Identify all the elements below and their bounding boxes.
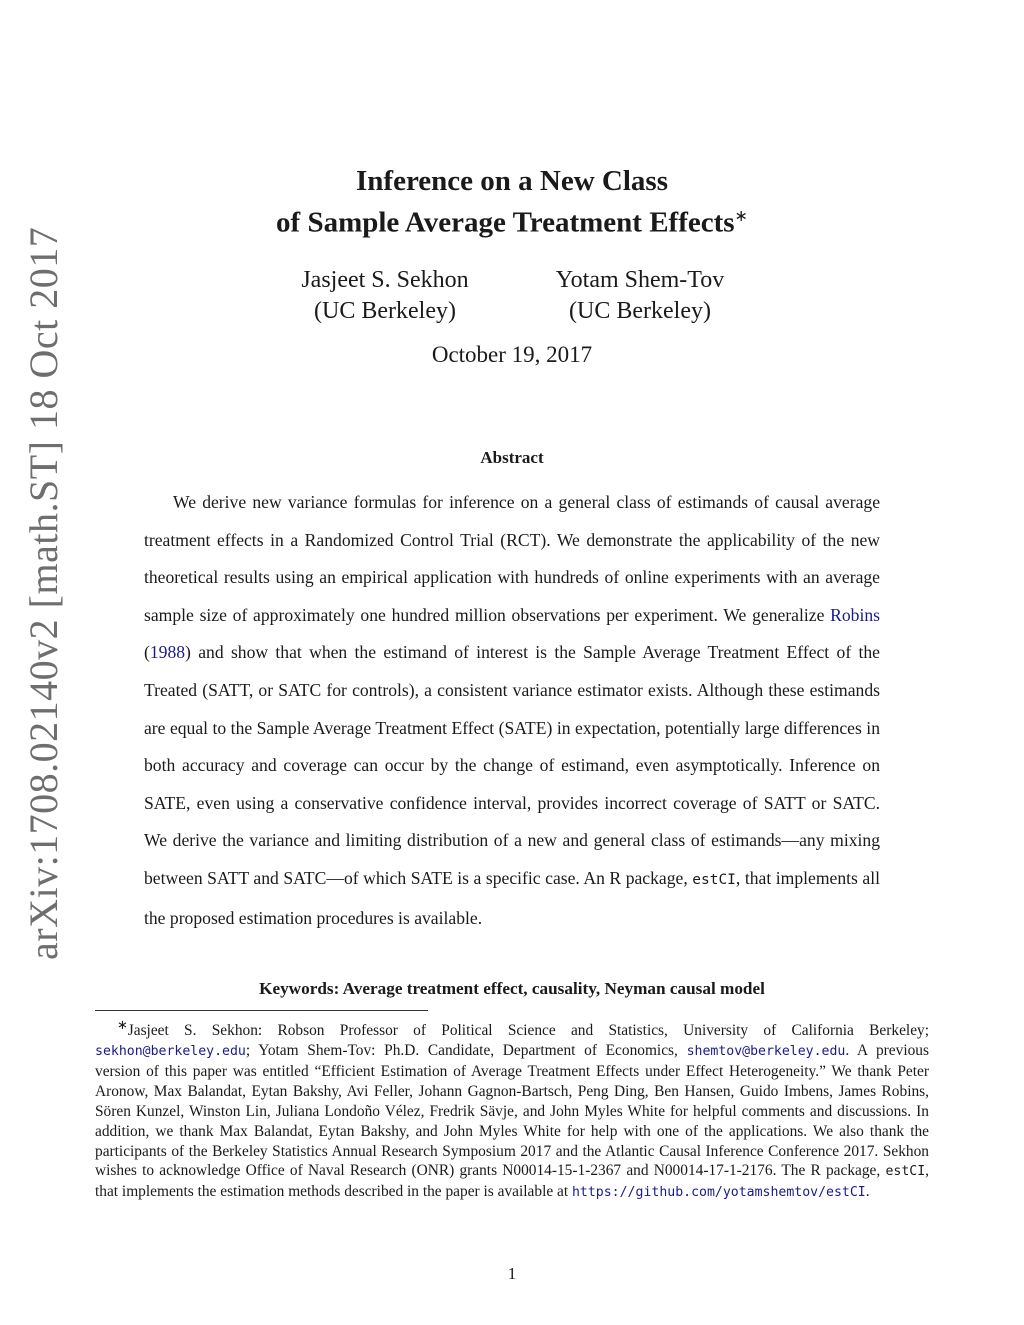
- author-2-affiliation: (UC Berkeley): [569, 298, 711, 324]
- page-number: 1: [507, 1264, 517, 1283]
- abstract-part-2: ) and show that when the estimand of interest is the Sample Average Treatment Effect of the Treated (SATT, or SATC for controls), a consistent variance estimator exists. Although these estimands are equal to the Sample Average Treatment Effect (SATE) in expectation, potentially large differences in both accuracy and coverage can occur by the change of estimand, even asymptotically. Inference on SATE, even using a conservative confidence interval, provides incorrect coverage of SATT or SATC. We derive the variance and limiting distribution of a new and general class of estimands—any mixing between SATT and SATC—of which SATE is a specific case. An R package,: [144, 642, 880, 888]
- keywords: Keywords: Average treatment effect, causality, Neyman causal model: [259, 979, 765, 998]
- footnote-text-4: , that implements the estimation methods described in the paper is available at: [95, 1162, 929, 1201]
- abstract-body: [144, 484, 880, 937]
- author-1: [260, 265, 510, 327]
- citation-author-link[interactable]: Robins: [830, 604, 880, 625]
- email-link-sekhon[interactable]: sekhon@berkeley.edu: [95, 1044, 246, 1060]
- footnote-package-name: estCI: [885, 1164, 926, 1180]
- footnote-text-3: . A previous version of this paper was entitled “Efficient Estimation of Average Treatment Effects under Effect Heterogeneity.” We thank Peter Aronow, Max Balandat, Eytan Bakshy, Avi Feller, Johann Gagnon-Bartsch, Peng Ding, Ben Hansen, Guido Imbens, James Robins, Sören Kunzel, Winston Lin, Juliana Londoño Vélez, Fredrik Sävje, and John Myles White for helpful comments and discussions. In addition, we thank Max Balandat, Eytan Bakshy, and John Myles White for help with one of the applications. We also thank the participants of the Berkeley Statistics Annual Research Symposium 2017 and the Atlantic Causal Inference Conference 2017. Sekhon wishes to acknowledge Office of Naval Research (ONR) grants N00014-15-1-2367 and N00014-17-1-2176. The R package,: [95, 1042, 929, 1180]
- paper-title: [140, 163, 884, 241]
- abstract-part-3: , that implements all the proposed estimation procedures is available.: [144, 867, 880, 928]
- title-line-1: Inference on a New Class: [356, 165, 668, 197]
- title-line-2-text: of Sample Average Treatment Effects: [276, 206, 735, 239]
- footnote-text-1: Jasjeet S. Sekhon: Robson Professor of Political Science and Statistics, University of California Berkeley;: [127, 1022, 929, 1040]
- footnote-text-2: ; Yotam Shem-Tov: Ph.D. Candidate, Department of Economics,: [245, 1042, 687, 1060]
- arxiv-identifier: arXiv:1708.02140v2 [math.ST] 18 Oct 2017: [21, 226, 66, 960]
- github-url-link[interactable]: https://github.com/yotamshemtov/estCI: [571, 1185, 866, 1201]
- abstract-heading: Abstract: [480, 448, 544, 467]
- author-2: [515, 265, 765, 327]
- footnote-text-5: .: [865, 1183, 870, 1201]
- package-name: estCI: [692, 871, 736, 888]
- email-link-shemtov[interactable]: shemtov@berkeley.edu: [686, 1044, 846, 1060]
- abstract-part-1: We derive new variance formulas for inference on a general class of estimands of causal average treatment effects in a Randomized Control Trial (RCT). We demonstrate the applicability of the new theoretical results using an empirical application with hundreds of online experiments with an average sample size of approximately one hundred million observations per experiment. We generalize: [144, 492, 880, 625]
- author-2-name: Yotam Shem-Tov: [555, 267, 725, 293]
- title-line-2: [140, 199, 884, 241]
- citation-year-link[interactable]: 1988: [149, 642, 186, 663]
- title-footnote-mark[interactable]: ∗: [734, 208, 748, 225]
- paper-date: October 19, 2017: [431, 342, 593, 367]
- author-1-name: Jasjeet S. Sekhon: [301, 267, 469, 293]
- footnote-divider: [95, 1010, 428, 1011]
- author-1-affiliation: (UC Berkeley): [314, 298, 456, 324]
- citation-open-paren: (: [144, 642, 150, 663]
- footnote: [95, 1016, 929, 1203]
- footnote-mark: ∗: [117, 1018, 128, 1032]
